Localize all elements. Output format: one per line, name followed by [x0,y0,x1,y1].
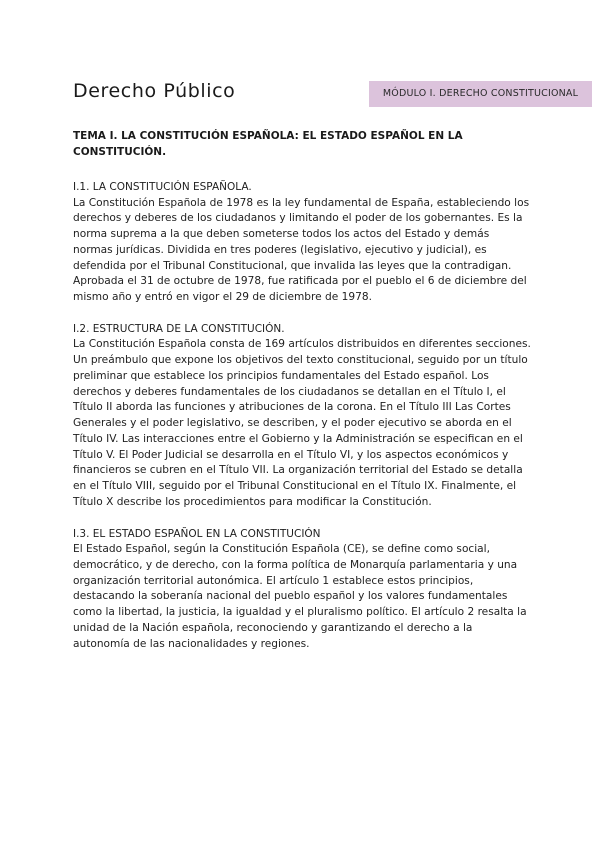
section-heading: I.2. ESTRUCTURA DE LA CONSTITUCIÓN. [73,322,285,335]
theme-heading: TEMA I. LA CONSTITUCIÓN ESPAÑOLA: EL ESTADO ESPAÑOL EN LA CONSTITUCIÓN. [73,130,463,158]
section-body: La Constitución Española consta de 169 artículos distribuidos en diferentes secciones. Un preámbulo que expone los objetivos del texto constitucional, seguido por un título preliminar que establece los principios fundamentales del Estado español. Los derechos y deberes fundamentales de los ciudadanos se detallan en el Título I, el Título II aborda las funciones y atribuciones de la corona. En el Título III Las Cortes Generales y el poder legislativo, se describen, y el poder ejecutivo se aborda en el Título IV. Las interacciones entre el Gobierno y la Administración se especifican en el Título V. El Poder Judicial se desarrolla en el Título VI, y los aspectos económicos y financieros se cubren en el Título VII. La organización territorial del Estado se detalla en el Título VIII, seguido por el Tribunal Constitucional en el Título IX. Finalmente, el Título X describe los procedimientos para modificar la Constitución. [73,338,531,508]
section-heading: I.3. EL ESTADO ESPAÑOL EN LA CONSTITUCIÓN [73,527,321,540]
module-badge: MÓDULO I. DERECHO CONSTITUCIONAL [369,81,592,107]
document-title: Derecho Público [73,80,236,102]
section-body: El Estado Español, según la Constitución Española (CE), se define como social, democrático, y de derecho, con la forma política de Monarquía parlamentaria y una organización territorial autonómica. El artículo 1 establece estos principios, destacando la soberanía nacional del pueblo español y los valores fundamentales como la libertad, la justicia, la igualdad y el pluralismo político. El artículo 2 resalta la unidad de la Nación española, reconociendo y garantizando el derecho a la autonomía de las nacionalidades y regiones. [73,543,527,650]
section-estado-espanol [73,527,531,653]
section-estructura [73,322,531,511]
section-heading: I.1. LA CONSTITUCIÓN ESPAÑOLA. [73,181,252,193]
section-body: La Constitución Española de 1978 es la ley fundamental de España, estableciendo los derechos y deberes de los ciudadanos y limitando el poder de los gobernantes. Es la norma suprema a la que deben someterse todos los actos del Estado y demás normas jurídicas. Dividida en tres poderes (legislativo, ejecutivo y judicial), es defendida por el Tribunal Constitucional, que invalida las leyes que la contradigan. Aprobada el 31 de octubre de 1978, fue ratificada por el pueblo el 6 de diciembre del mismo año y entró en vigor el 29 de diciembre de 1978. [73,196,530,303]
document-content [73,128,531,668]
section-constitucion-espanola [73,180,531,306]
